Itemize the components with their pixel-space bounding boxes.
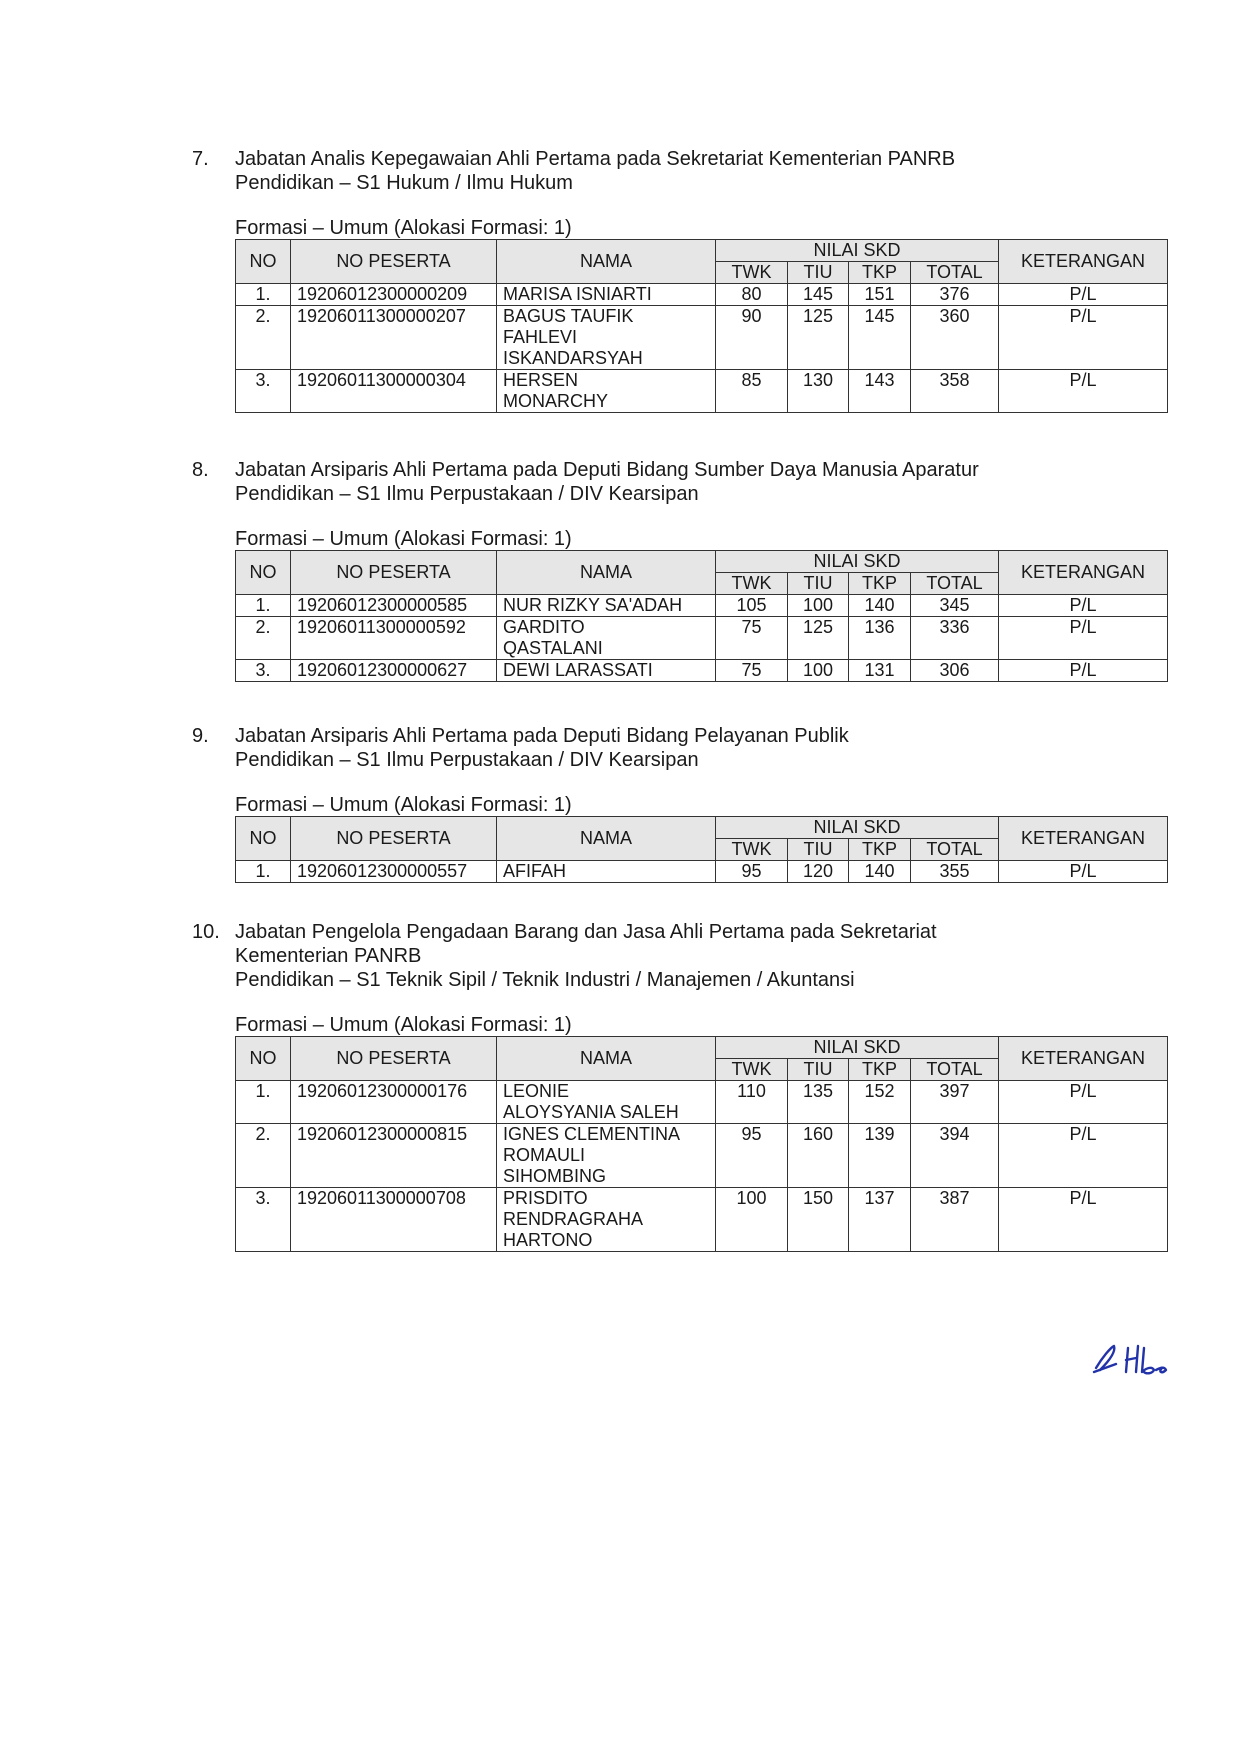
cell-nama — [497, 617, 716, 660]
cell-ket: P/L — [999, 595, 1168, 617]
nama-line: RENDRAGRAHA — [503, 1209, 644, 1229]
col-tkp: TKP — [849, 262, 911, 284]
cell-ket: P/L — [999, 284, 1168, 306]
cell-tiu: 100 — [788, 660, 849, 682]
table-row — [236, 660, 1168, 682]
nama-line: DEWI LARASSATI — [503, 660, 653, 680]
col-twk: TWK — [716, 262, 788, 284]
section-title: Jabatan Arsiparis Ahli Pertama pada Deputi Bidang Sumber Daya Manusia Aparatur — [235, 459, 979, 481]
nama-line: ALOYSYANIA SALEH — [503, 1102, 679, 1122]
table-row — [236, 284, 1168, 306]
cell-ket: P/L — [999, 1188, 1168, 1252]
col-tkp: TKP — [849, 1059, 911, 1081]
nama-line: BAGUS TAUFIK — [503, 306, 634, 326]
cell-peserta: 19206011300000592 — [291, 617, 497, 660]
cell-tkp: 137 — [849, 1188, 911, 1252]
cell-no: 1. — [236, 861, 291, 883]
cell-tiu: 130 — [788, 370, 849, 413]
cell-nama — [497, 1124, 716, 1188]
cell-twk: 90 — [716, 306, 788, 370]
col-nilai-skd: NILAI SKD — [716, 817, 999, 839]
table-row — [236, 1081, 1168, 1124]
cell-tkp: 152 — [849, 1081, 911, 1124]
cell-tiu: 135 — [788, 1081, 849, 1124]
cell-peserta: 19206012300000557 — [291, 861, 497, 883]
col-nilai-skd: NILAI SKD — [716, 1037, 999, 1059]
section-education: Pendidikan – S1 Hukum / Ilmu Hukum — [235, 172, 573, 194]
col-total: TOTAL — [911, 573, 999, 595]
signature-initials — [1090, 1340, 1180, 1380]
col-tkp: TKP — [849, 573, 911, 595]
col-tiu: TIU — [788, 839, 849, 861]
table-row — [236, 370, 1168, 413]
col-nilai-skd: NILAI SKD — [716, 551, 999, 573]
cell-peserta: 19206012300000627 — [291, 660, 497, 682]
col-nama: NAMA — [497, 817, 716, 861]
col-twk: TWK — [716, 573, 788, 595]
cell-nama — [497, 370, 716, 413]
table-row — [236, 595, 1168, 617]
cell-no: 2. — [236, 617, 291, 660]
col-no-peserta: NO PESERTA — [291, 240, 497, 284]
cell-peserta: 19206012300000176 — [291, 1081, 497, 1124]
section-title: Jabatan Analis Kepegawaian Ahli Pertama pada Sekretariat Kementerian PANRB — [235, 148, 956, 170]
cell-twk: 75 — [716, 660, 788, 682]
col-no-peserta: NO PESERTA — [291, 817, 497, 861]
cell-total: 394 — [911, 1124, 999, 1188]
section-number: 8. — [192, 459, 209, 481]
cell-ket: P/L — [999, 617, 1168, 660]
cell-no: 1. — [236, 1081, 291, 1124]
cell-peserta: 19206011300000207 — [291, 306, 497, 370]
section-title: Jabatan Arsiparis Ahli Pertama pada Deputi Bidang Pelayanan Publik — [235, 725, 849, 747]
formasi-label: Formasi – Umum (Alokasi Formasi: 1) — [235, 794, 572, 816]
cell-tiu: 125 — [788, 306, 849, 370]
col-no: NO — [236, 1037, 291, 1081]
col-nilai-skd: NILAI SKD — [716, 240, 999, 262]
table-row — [236, 617, 1168, 660]
col-no: NO — [236, 817, 291, 861]
cell-total: 358 — [911, 370, 999, 413]
nama-line: ROMAULI — [503, 1145, 586, 1165]
cell-nama — [497, 284, 716, 306]
cell-nama — [497, 1081, 716, 1124]
col-tiu: TIU — [788, 262, 849, 284]
cell-nama — [497, 861, 716, 883]
results-table — [235, 550, 1168, 682]
cell-twk: 100 — [716, 1188, 788, 1252]
cell-total: 387 — [911, 1188, 999, 1252]
results-table — [235, 239, 1168, 413]
cell-tiu: 150 — [788, 1188, 849, 1252]
nama-line: QASTALANI — [503, 638, 603, 658]
table-row — [236, 306, 1168, 370]
cell-total: 355 — [911, 861, 999, 883]
table-row — [236, 861, 1168, 883]
cell-tkp: 151 — [849, 284, 911, 306]
cell-tkp: 145 — [849, 306, 911, 370]
col-keterangan: KETERANGAN — [999, 817, 1168, 861]
section-title-continued: Kementerian PANRB — [235, 945, 422, 967]
cell-tiu: 120 — [788, 861, 849, 883]
cell-tiu: 145 — [788, 284, 849, 306]
cell-ket: P/L — [999, 306, 1168, 370]
cell-tkp: 131 — [849, 660, 911, 682]
cell-no: 2. — [236, 1124, 291, 1188]
section-10 — [192, 920, 1172, 1252]
cell-ket: P/L — [999, 370, 1168, 413]
col-keterangan: KETERANGAN — [999, 551, 1168, 595]
cell-tkp: 136 — [849, 617, 911, 660]
nama-line: MARISA ISNIARTI — [503, 284, 652, 304]
formasi-label: Formasi – Umum (Alokasi Formasi: 1) — [235, 528, 572, 550]
formasi-label: Formasi – Umum (Alokasi Formasi: 1) — [235, 217, 572, 239]
col-total: TOTAL — [911, 1059, 999, 1081]
cell-tiu: 100 — [788, 595, 849, 617]
table-row — [236, 1124, 1168, 1188]
cell-tiu: 160 — [788, 1124, 849, 1188]
nama-line: PRISDITO — [503, 1188, 588, 1208]
section-number: 9. — [192, 725, 209, 747]
section-heading — [192, 147, 1172, 195]
cell-tkp: 139 — [849, 1124, 911, 1188]
nama-line: SIHOMBING — [503, 1166, 607, 1186]
nama-line: HARTONO — [503, 1230, 593, 1250]
section-8 — [192, 458, 1172, 682]
cell-nama — [497, 1188, 716, 1252]
col-no: NO — [236, 240, 291, 284]
col-no-peserta: NO PESERTA — [291, 1037, 497, 1081]
nama-line: FAHLEVI — [503, 327, 578, 347]
cell-total: 336 — [911, 617, 999, 660]
section-heading — [192, 724, 1172, 772]
col-nama: NAMA — [497, 240, 716, 284]
cell-peserta: 19206012300000209 — [291, 284, 497, 306]
section-number: 7. — [192, 148, 209, 170]
cell-peserta: 19206012300000585 — [291, 595, 497, 617]
section-education: Pendidikan – S1 Teknik Sipil / Teknik Industri / Manajemen / Akuntansi — [235, 969, 855, 991]
nama-line: ISKANDARSYAH — [503, 348, 643, 368]
col-nama: NAMA — [497, 551, 716, 595]
table-row — [236, 1188, 1168, 1252]
section-title: Jabatan Pengelola Pengadaan Barang dan Jasa Ahli Pertama pada Sekretariat — [235, 921, 937, 943]
section-education: Pendidikan – S1 Ilmu Perpustakaan / DIV Kearsipan — [235, 749, 699, 771]
cell-tkp: 140 — [849, 595, 911, 617]
results-table — [235, 1036, 1168, 1252]
col-no: NO — [236, 551, 291, 595]
section-7 — [192, 147, 1172, 413]
col-nama: NAMA — [497, 1037, 716, 1081]
cell-nama — [497, 595, 716, 617]
nama-line: HERSEN — [503, 370, 579, 390]
cell-total: 306 — [911, 660, 999, 682]
cell-peserta: 19206011300000708 — [291, 1188, 497, 1252]
col-no-peserta: NO PESERTA — [291, 551, 497, 595]
cell-no: 3. — [236, 370, 291, 413]
nama-line: GARDITO — [503, 617, 585, 637]
cell-ket: P/L — [999, 1124, 1168, 1188]
col-twk: TWK — [716, 839, 788, 861]
col-total: TOTAL — [911, 839, 999, 861]
cell-peserta: 19206011300000304 — [291, 370, 497, 413]
section-9 — [192, 724, 1172, 883]
cell-total: 360 — [911, 306, 999, 370]
cell-twk: 85 — [716, 370, 788, 413]
cell-no: 1. — [236, 284, 291, 306]
cell-total: 345 — [911, 595, 999, 617]
results-table — [235, 816, 1168, 883]
section-heading — [192, 920, 1172, 992]
col-tkp: TKP — [849, 839, 911, 861]
section-heading — [192, 458, 1172, 506]
cell-no: 2. — [236, 306, 291, 370]
cell-twk: 105 — [716, 595, 788, 617]
cell-no: 1. — [236, 595, 291, 617]
col-tiu: TIU — [788, 573, 849, 595]
cell-tkp: 143 — [849, 370, 911, 413]
cell-nama — [497, 306, 716, 370]
col-tiu: TIU — [788, 1059, 849, 1081]
col-keterangan: KETERANGAN — [999, 1037, 1168, 1081]
cell-tkp: 140 — [849, 861, 911, 883]
cell-total: 376 — [911, 284, 999, 306]
cell-tiu: 125 — [788, 617, 849, 660]
cell-twk: 95 — [716, 861, 788, 883]
cell-twk: 80 — [716, 284, 788, 306]
cell-twk: 95 — [716, 1124, 788, 1188]
cell-ket: P/L — [999, 660, 1168, 682]
cell-no: 3. — [236, 660, 291, 682]
cell-twk: 110 — [716, 1081, 788, 1124]
col-keterangan: KETERANGAN — [999, 240, 1168, 284]
section-education: Pendidikan – S1 Ilmu Perpustakaan / DIV Kearsipan — [235, 483, 699, 505]
nama-line: NUR RIZKY SA'ADAH — [503, 595, 683, 615]
cell-ket: P/L — [999, 861, 1168, 883]
col-total: TOTAL — [911, 262, 999, 284]
col-twk: TWK — [716, 1059, 788, 1081]
cell-total: 397 — [911, 1081, 999, 1124]
nama-line: LEONIE — [503, 1081, 570, 1101]
cell-ket: P/L — [999, 1081, 1168, 1124]
nama-line: MONARCHY — [503, 391, 609, 411]
cell-no: 3. — [236, 1188, 291, 1252]
nama-line: AFIFAH — [503, 861, 567, 881]
nama-line: IGNES CLEMENTINA — [503, 1124, 681, 1144]
cell-peserta: 19206012300000815 — [291, 1124, 497, 1188]
cell-twk: 75 — [716, 617, 788, 660]
section-number: 10. — [192, 921, 220, 943]
cell-nama — [497, 660, 716, 682]
formasi-label: Formasi – Umum (Alokasi Formasi: 1) — [235, 1014, 572, 1036]
